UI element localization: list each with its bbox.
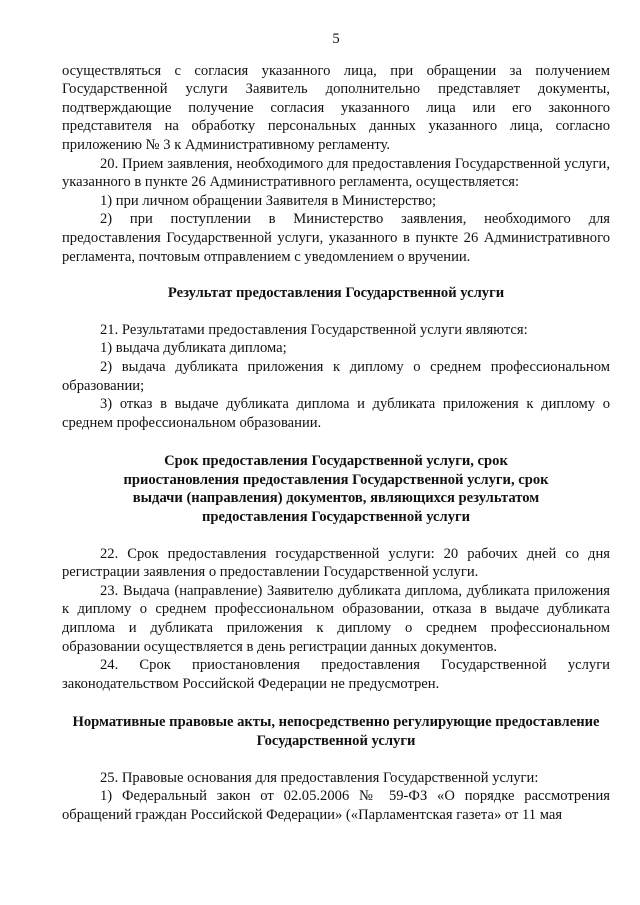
- paragraph: 20. Прием заявления, необходимого для предоставления Государственной услуги, указанного в пункте 26 Административного регламента, осуществляется:: [62, 155, 610, 191]
- heading-line: приостановления предоставления Государственной услуги, срок: [123, 471, 549, 488]
- paragraph: 21. Результатами предоставления Государственной услуги являются:: [100, 321, 528, 338]
- heading-line: Государственной услуги: [256, 733, 416, 749]
- heading-line: Срок предоставления Государственной услуги, срок: [164, 453, 508, 470]
- heading-line: предоставления Государственной услуги: [201, 509, 471, 526]
- section-heading-result: Результат предоставления Государственной услуги: [167, 285, 505, 302]
- paragraph: 1) выдача дубликата диплома;: [100, 340, 287, 357]
- paragraph: 24. Срок приостановления предоставления Государственной услуги законодательством Российской Федерации не предусмотрен.: [62, 657, 610, 692]
- heading-line: выдачи (направления) документов, являющихся результатом: [132, 490, 540, 507]
- section-heading-terms: [62, 452, 610, 526]
- paragraph: 25. Правовые основания для предоставления Государственной услуги:: [100, 769, 539, 786]
- paragraph: осуществляться с согласия указанного лица, при обращении за получением Государственной услуги Заявитель дополнительно представляет документы, подтверждающие получение согласия указанного лица или его законного представителя на обработку персональных данных указанного лица, согласно приложению № 3 к Административному регламенту.: [62, 62, 610, 153]
- paragraph: 1) при личном обращении Заявителя в Министерство;: [100, 192, 437, 209]
- paragraph: 22. Срок предоставления государственной услуги: 20 рабочих дней со дня регистрации заявления о предоставлении Государственной услуги.: [62, 545, 610, 581]
- heading-line: Нормативные правовые акты, непосредственно регулирующие предоставление: [72, 714, 600, 731]
- document-page: [62, 30, 610, 824]
- paragraph: 3) отказ в выдаче дубликата диплома и дубликата приложения к диплому о среднем профессиональном образовании.: [62, 396, 610, 431]
- page-number: 5: [332, 31, 340, 47]
- paragraph: 2) выдача дубликата приложения к диплому о среднем профессиональном образовании;: [62, 358, 610, 394]
- paragraph: 2) при поступлении в Министерство заявления, необходимого для предоставления Государственной услуги, указанного в пункте 26 Административного регламента, почтовым отправлением с уведомлением о вручении.: [62, 211, 610, 265]
- paragraph: 1) Федеральный закон от 02.05.2006 № 59-ФЗ «О порядке рассмотрения обращений граждан Российской Федерации» («Парламентская газета» от 11 мая: [62, 788, 610, 823]
- paragraph: 23. Выдача (направление) Заявителю дубликата диплома, дубликата приложения к диплому о среднем профессиональном образовании, отказа в выдаче дубликата диплома и дубликата приложения к диплому о среднем профессиональном образовании осуществляется в день регистрации данных документов.: [62, 582, 610, 655]
- section-heading-legal-acts: [62, 713, 610, 750]
